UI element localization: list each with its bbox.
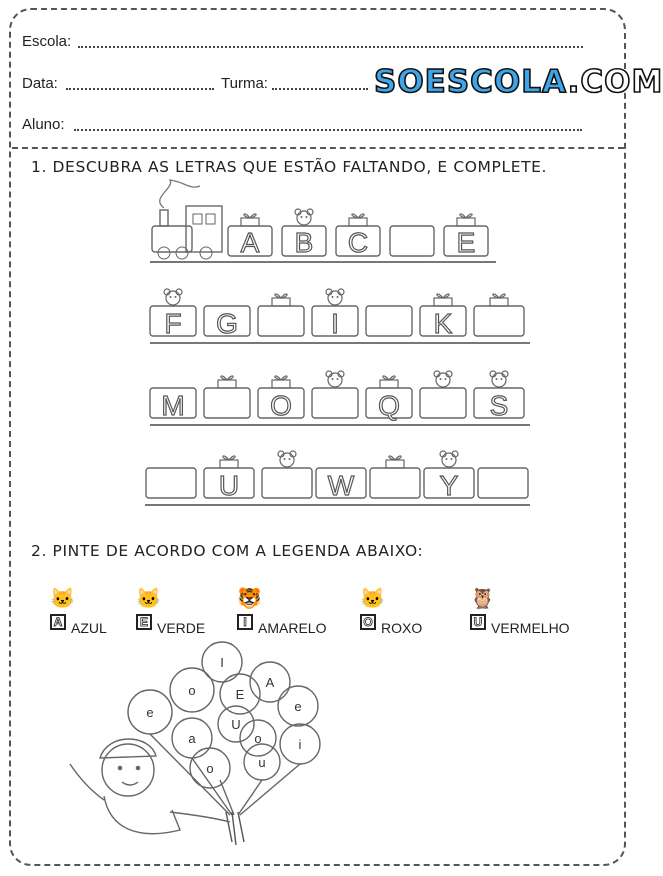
soescola-logo [374,64,663,100]
student-input-line[interactable] [74,129,582,131]
legend-color-roxo: ROXO [381,620,423,636]
train3-letter-1: M [161,390,185,421]
balloon-letter-5: e [146,705,154,720]
legend-color-amarelo: AMARELO [258,620,327,636]
owl-icon: 🦉 [470,588,495,610]
legend-box-a: A [50,614,66,630]
balloon-letter-4: A [265,675,275,690]
train2-letter-4: I [331,308,339,339]
class-input-line[interactable] [272,88,368,90]
balloon-letter-3: E [235,687,245,702]
train3-letter-3: O [270,390,292,421]
header-divider [12,147,624,149]
exercise1-instruction: 1. DESCUBRA AS LETRAS QUE ESTÃO FALTANDO, E COMPLETE. [31,158,548,176]
balloon-letter-1: I [220,655,224,670]
train4-letter-4: W [327,470,355,501]
exercise2-instruction: 2. PINTE DE ACORDO COM A LEGENDA ABAIXO: [31,542,424,560]
train3-letter-7: S [489,390,509,421]
tiger-icon: 🐯 [237,588,262,610]
balloon-letter-7: e [294,699,302,714]
balloon-letter-6: U [231,717,241,732]
train4-letter-2: U [218,470,240,501]
logo-text-main: SOESCOLA [374,64,568,100]
train1-letter-2: B [294,227,314,258]
legend-box-e: E [136,614,152,630]
balloon-letter-9: o [254,731,262,746]
legend-box-i: I [237,614,253,630]
school-input-line[interactable] [78,46,583,48]
train3-letter-5: Q [378,390,400,421]
train2-letter-2: G [216,308,238,339]
train4-letter-6: Y [439,470,459,501]
legend-color-vermelho: VERMELHO [491,620,570,636]
cat-icon: 🐱 [136,588,161,610]
legend-color-azul: AZUL [71,620,107,636]
logo-text-domain: .COM [567,64,663,100]
class-label: Turma: [221,75,268,92]
train1-letter-5: E [456,227,476,258]
cat-icon: 🐱 [50,588,75,610]
train2-letter-1: F [164,308,182,339]
date-label: Data: [22,75,58,92]
legend-box-u: U [470,614,486,630]
legend-color-verde: VERDE [157,620,206,636]
balloon-letter-10: i [298,737,302,752]
school-label: Escola: [22,33,72,50]
worksheet-border [9,8,626,866]
balloon-letter-8: a [188,731,196,746]
student-label: Aluno: [22,116,65,133]
train1-letter-3: C [347,227,369,258]
cat-icon: 🐱 [360,588,385,610]
balloon-letter-12: u [258,755,266,770]
balloon-letter-11: o [206,761,214,776]
legend-box-o: O [360,614,376,630]
date-input-line[interactable] [66,88,214,90]
balloon-letter-2: o [188,683,196,698]
train2-letter-6: K [433,308,453,339]
train1-letter-1: A [240,227,260,258]
